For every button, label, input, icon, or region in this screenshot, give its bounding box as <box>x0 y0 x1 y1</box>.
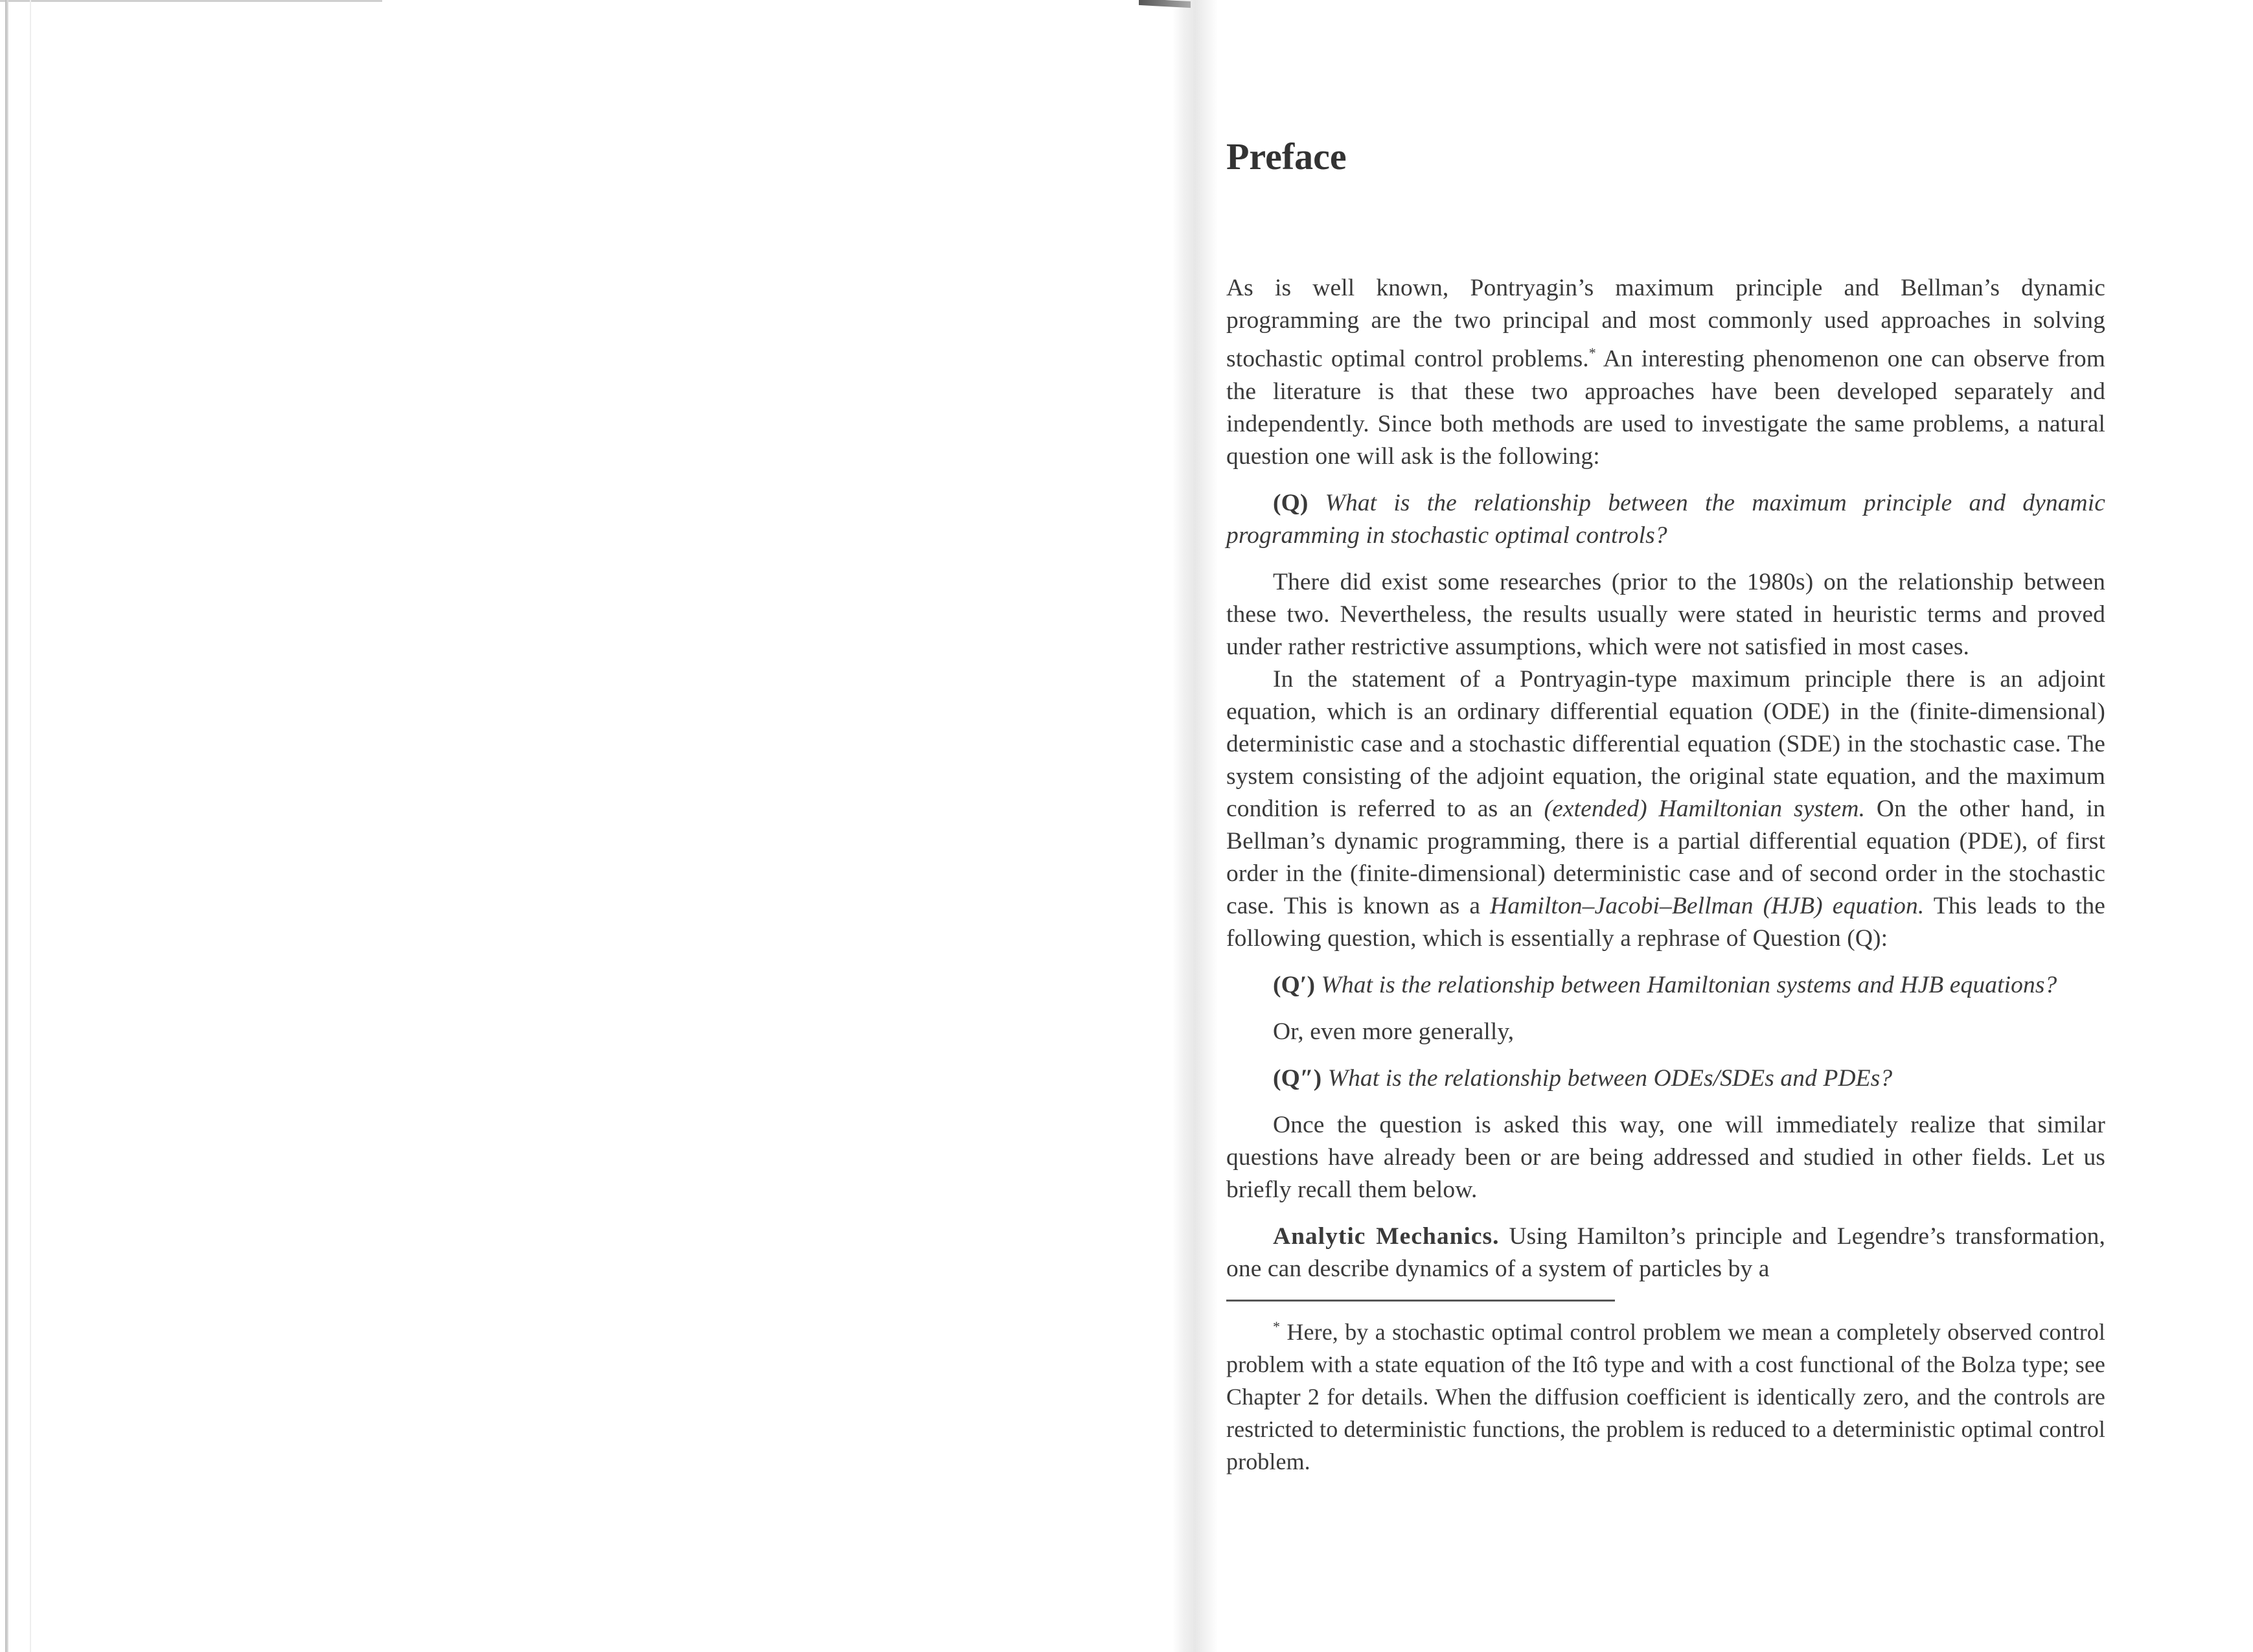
gutter-shadow <box>1139 0 1191 8</box>
footnote-text: Here, by a stochastic optimal control problem we mean a completely observed control problem with a state equation of the Itô type and with a cost functional of the Bolza type; see Chapter 2 for details. When the diffusion coefficient is identically zero, and the controls are restricted to deterministic functions, the problem is reduced to a deterministic optimal control problem. <box>1226 1318 2105 1474</box>
page-title: Preface <box>1226 135 1347 178</box>
scan-edge-top <box>0 0 382 2</box>
intro-text: As is well known, Pontryagin’s maximum principle and Bellman’s dynamic programming are the two principal and most commonly used approaches in solving stochastic optimal control problems. <box>1226 275 2105 373</box>
footnote-mark: * <box>1273 1318 1281 1335</box>
paragraph-analytic-mechanics <box>1226 1221 2105 1285</box>
adjoint-text-e: This leads to the following question, which is essentially a rephrase of Question (Q): <box>1226 892 2105 952</box>
intro-text-cont: An interesting phenomenon one can observe from the literature is that these two approaches have been developed separately and independently. Since both methods are used to investigate the same problems, a natural question one will ask is the following: <box>1226 345 2105 470</box>
paragraph-other-fields: Once the question is asked this way, one will immediately realize that similar questions have already been or are being addressed and studied in other fields. Let us briefly recall them below. <box>1226 1111 2105 1203</box>
page-body <box>1226 272 2105 1478</box>
question-q-double-prime <box>1226 1062 2105 1095</box>
hamiltonian-system-term: (extended) Hamiltonian system. <box>1544 795 1866 822</box>
question-q-prime <box>1226 969 2105 1002</box>
question-text: What is the relationship between ODEs/SDEs and PDEs? <box>1321 1064 1893 1092</box>
adjoint-text-c: On the other hand, in Bellman’s dynamic programming, there is a partial differential equation (PDE), of first order in the (finite-dimensional) deterministic case and of second order in the stochastic case. This is known as a <box>1226 795 2105 919</box>
footnote-marker: * <box>1588 345 1596 361</box>
scan-edge-left <box>5 0 8 1652</box>
question-label: (Q′) <box>1273 971 1316 998</box>
question-label: (Q) <box>1273 489 1309 516</box>
question-text: What is the relationship between Hamiltonian systems and HJB equations? <box>1315 971 2057 998</box>
section-runhead: Analytic Mechanics. <box>1273 1222 1500 1250</box>
paragraph-prior-research: There did exist some researches (prior to the 1980s) on the relationship between these two. Nevertheless, the results usually were stated in heuristic terms and proved under rather restrictive assumptions, which were not satisfied in most cases. <box>1226 568 2105 660</box>
question-q <box>1226 487 2105 552</box>
paragraph-adjoint <box>1226 663 2105 955</box>
question-text: What is the relationship between the maximum principle and dynamic programming in stochastic optimal controls? <box>1226 489 2105 549</box>
hjb-term: Hamilton–Jacobi–Bellman (HJB) equation. <box>1490 892 1925 919</box>
paragraph-intro <box>1226 272 2105 473</box>
analytic-text: Using Hamilton’s principle and Legendre’s transformation, one can describe dynamics of a system of particles by a <box>1226 1222 2105 1282</box>
book-gutter <box>1172 0 1218 1652</box>
paragraph-generally: Or, even more generally, <box>1273 1018 1515 1045</box>
footnote-divider <box>1226 1300 1615 1302</box>
right-page <box>1226 130 2105 1474</box>
footnote <box>1226 1311 2105 1478</box>
scan-edge-left-inner <box>30 0 31 1652</box>
adjoint-text-a: In the statement of a Pontryagin-type maximum principle there is an adjoint equation, which is an ordinary differential equation (ODE) in the (finite-dimensional) deterministic case and a stochastic differential equation (SDE) in the stochastic case. The system consisting of the adjoint equation, the original state equation, and the maximum condition is referred to as an <box>1226 665 2105 822</box>
question-label: (Q″) <box>1273 1064 1322 1092</box>
